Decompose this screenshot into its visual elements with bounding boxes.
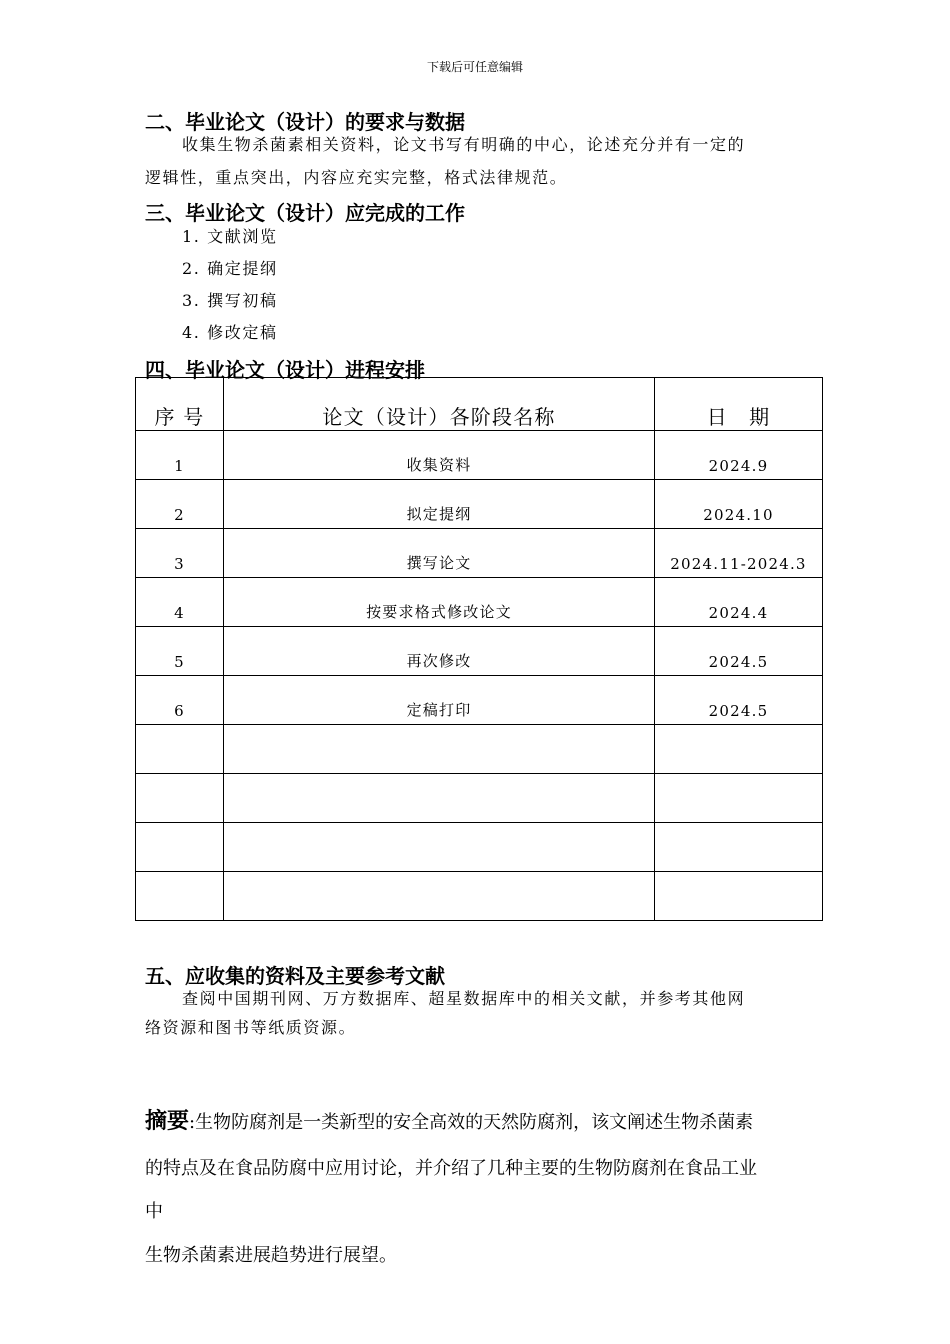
cell-stage: 拟定提纲 (224, 480, 655, 529)
section-4-title: 四、毕业论文（设计）进程安排 (145, 358, 425, 382)
work-item-4: 4. 修改定稿 (182, 323, 278, 342)
table-row (136, 480, 823, 529)
cell-index (136, 823, 224, 872)
cell-index: 4 (136, 578, 224, 627)
cell-date: 2024.9 (655, 431, 823, 480)
cell-stage: 收集资料 (224, 431, 655, 480)
header-index: 序 号 (136, 378, 224, 431)
work-item-2: 2. 确定提纲 (182, 259, 278, 278)
cell-date (655, 725, 823, 774)
cell-date: 2024.4 (655, 578, 823, 627)
section-2-line-2: 逻辑性，重点突出，内容应充实完整，格式法律规范。 (145, 168, 568, 187)
work-item-1: 1. 文献浏览 (182, 227, 278, 246)
abstract-line-3: 中 (145, 1201, 163, 1222)
section-5-line-2: 络资源和图书等纸质资源。 (145, 1018, 357, 1037)
table-row (136, 627, 823, 676)
header-note: 下载后可任意编辑 (426, 60, 523, 74)
table-row (136, 774, 823, 823)
cell-stage (224, 872, 655, 921)
cell-stage (224, 774, 655, 823)
cell-stage: 再次修改 (224, 627, 655, 676)
cell-date: 2024.5 (655, 627, 823, 676)
table-row (136, 431, 823, 480)
cell-date (655, 823, 823, 872)
cell-date: 2024.11-2024.3 (655, 529, 823, 578)
abstract-label: 摘要 (145, 1109, 190, 1134)
cell-index: 2 (136, 480, 224, 529)
cell-index (136, 774, 224, 823)
work-item-3: 3. 撰写初稿 (182, 291, 278, 310)
table-row (136, 578, 823, 627)
table-header-row (136, 378, 823, 431)
abstract-line-2: 的特点及在食品防腐中应用讨论，并介绍了几种主要的生物防腐剂在食品工业 (145, 1158, 757, 1179)
schedule-table (135, 377, 823, 921)
cell-stage: 撰写论文 (224, 529, 655, 578)
cell-index: 1 (136, 431, 224, 480)
section-2-title: 二、毕业论文（设计）的要求与数据 (145, 110, 465, 134)
header-stage-name: 论文（设计）各阶段名称 (224, 378, 655, 431)
cell-index (136, 872, 224, 921)
cell-date (655, 872, 823, 921)
table-row (136, 676, 823, 725)
section-2-line-1: 收集生物杀菌素相关资料，论文书写有明确的中心，论述充分并有一定的 (182, 135, 746, 154)
cell-index: 5 (136, 627, 224, 676)
table-row (136, 529, 823, 578)
section-3-title: 三、毕业论文（设计）应完成的工作 (145, 201, 465, 225)
abstract-line-4: 生物杀菌素进展趋势进行展望。 (145, 1245, 397, 1266)
cell-date: 2024.5 (655, 676, 823, 725)
cell-stage (224, 725, 655, 774)
cell-stage (224, 823, 655, 872)
table-row (136, 872, 823, 921)
cell-index: 6 (136, 676, 224, 725)
cell-date (655, 774, 823, 823)
cell-stage: 定稿打印 (224, 676, 655, 725)
table-row (136, 725, 823, 774)
section-5-title: 五、应收集的资料及主要参考文献 (145, 964, 445, 988)
header-date: 日 期 (655, 378, 823, 431)
cell-date: 2024.10 (655, 480, 823, 529)
cell-stage: 按要求格式修改论文 (224, 578, 655, 627)
abstract-line-1: :生物防腐剂是一类新型的安全高效的天然防腐剂，该文阐述生物杀菌素 (189, 1112, 754, 1133)
cell-index (136, 725, 224, 774)
section-5-line-1: 查阅中国期刊网、万方数据库、超星数据库中的相关文献，并参考其他网 (182, 989, 746, 1008)
cell-index: 3 (136, 529, 224, 578)
table-row (136, 823, 823, 872)
abstract-first-line (145, 1104, 753, 1135)
